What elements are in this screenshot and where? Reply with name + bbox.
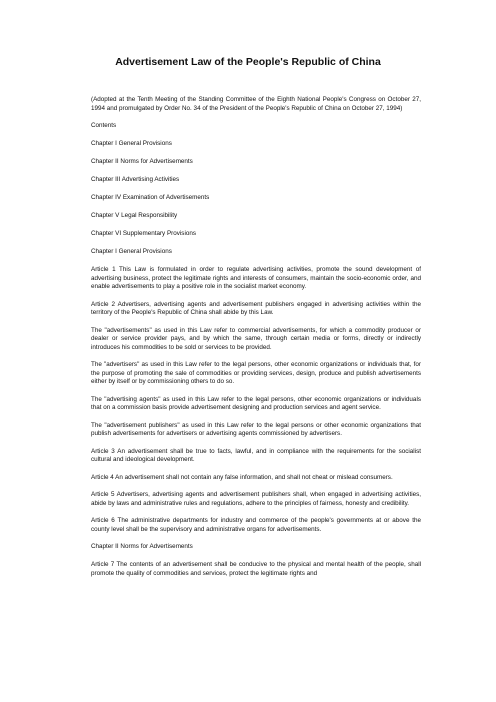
adoption-note: (Adopted at the Tenth Meeting of the Standing Committee of the Eighth National People's Congress on October 27, 1994 and promulgated by Order No. 34 of the President of the People's Republic of China on October 27, 1994) bbox=[91, 96, 421, 112]
toc-item: Chapter V Legal Responsibility bbox=[91, 212, 178, 219]
document-body bbox=[91, 96, 421, 587]
article-1: Article 1 This Law is formulated in order to regulate advertising activities, promote the sound development of advertising business, protect the legitimate rights and interests of consumers, maintain the socio-economic order, and enable advertisements to play a positive role in the socialist market economy. bbox=[91, 266, 421, 290]
article-3: Article 3 An advertisement shall be true to facts, lawful, and in compliance with the requirements for the socialist cultural and ideological development. bbox=[91, 447, 421, 463]
contents-heading: Contents bbox=[91, 122, 117, 129]
article-5: Article 5 Advertisers, advertising agents and advertisement publishers shall, when engaged in advertising activities, abide by laws and administrative rules and regulations, adhere to the principles of fairness, honesty and credibility. bbox=[91, 491, 421, 507]
document-title: Advertisement Law of the People's Republic of China bbox=[115, 56, 381, 68]
toc-item: Chapter III Advertising Activities bbox=[91, 176, 180, 183]
toc-item: Chapter IV Examination of Advertisements bbox=[91, 194, 210, 201]
article-7: Article 7 The contents of an advertisement shall be conducive to the physical and mental health of the people, shall promote the quality of commodities and services, protect the legitimate rights and bbox=[91, 561, 421, 577]
definition-advertisers: The "advertisers" as used in this Law refer to the legal persons, other economic organizations or individuals that, for the purpose of promoting the sale of commodities or providing services, design, produce and publish advertisements either by itself or by commissioning others to do so. bbox=[91, 361, 421, 385]
article-4: Article 4 An advertisement shall not contain any false information, and shall not cheat or mislead consumers. bbox=[91, 473, 393, 481]
toc-item: Chapter II Norms for Advertisements bbox=[91, 158, 193, 165]
toc-item: Chapter I General Provisions bbox=[91, 140, 172, 147]
definition-advertising-agents: The "advertising agents" as used in this Law refer to the legal persons, other economic organizations or individuals that on a commission basis provide advertisement designing and production services and agent service. bbox=[91, 395, 421, 411]
article-6: Article 6 The administrative departments for industry and commerce of the people's governments at or above the county level shall be the supervisory and administrative organs for advertisements. bbox=[91, 517, 421, 533]
chapter-heading: Chapter II Norms for Advertisements bbox=[91, 543, 193, 550]
definition-advertisement-publishers: The "advertisement publishers" as used in this Law refer to the legal persons or other economic organizations that publish advertisements for advertisers or advertising agents commissioned by advertisers. bbox=[91, 421, 421, 437]
chapter-heading: Chapter I General Provisions bbox=[91, 248, 172, 255]
definition-advertisements: The "advertisements" as used in this Law refer to commercial advertisements, for which a commodity producer or dealer or service provider pays, and by which the same, through certain media or forms, directly or indirectly introduces his commodities to be sold or services to be provided. bbox=[91, 326, 421, 351]
article-2: Article 2 Advertisers, advertising agents and advertisement publishers engaged in advertising activities within the territory of the People's Republic of China shall abide by this Law. bbox=[91, 300, 421, 316]
toc-item: Chapter VI Supplementary Provisions bbox=[91, 230, 196, 237]
